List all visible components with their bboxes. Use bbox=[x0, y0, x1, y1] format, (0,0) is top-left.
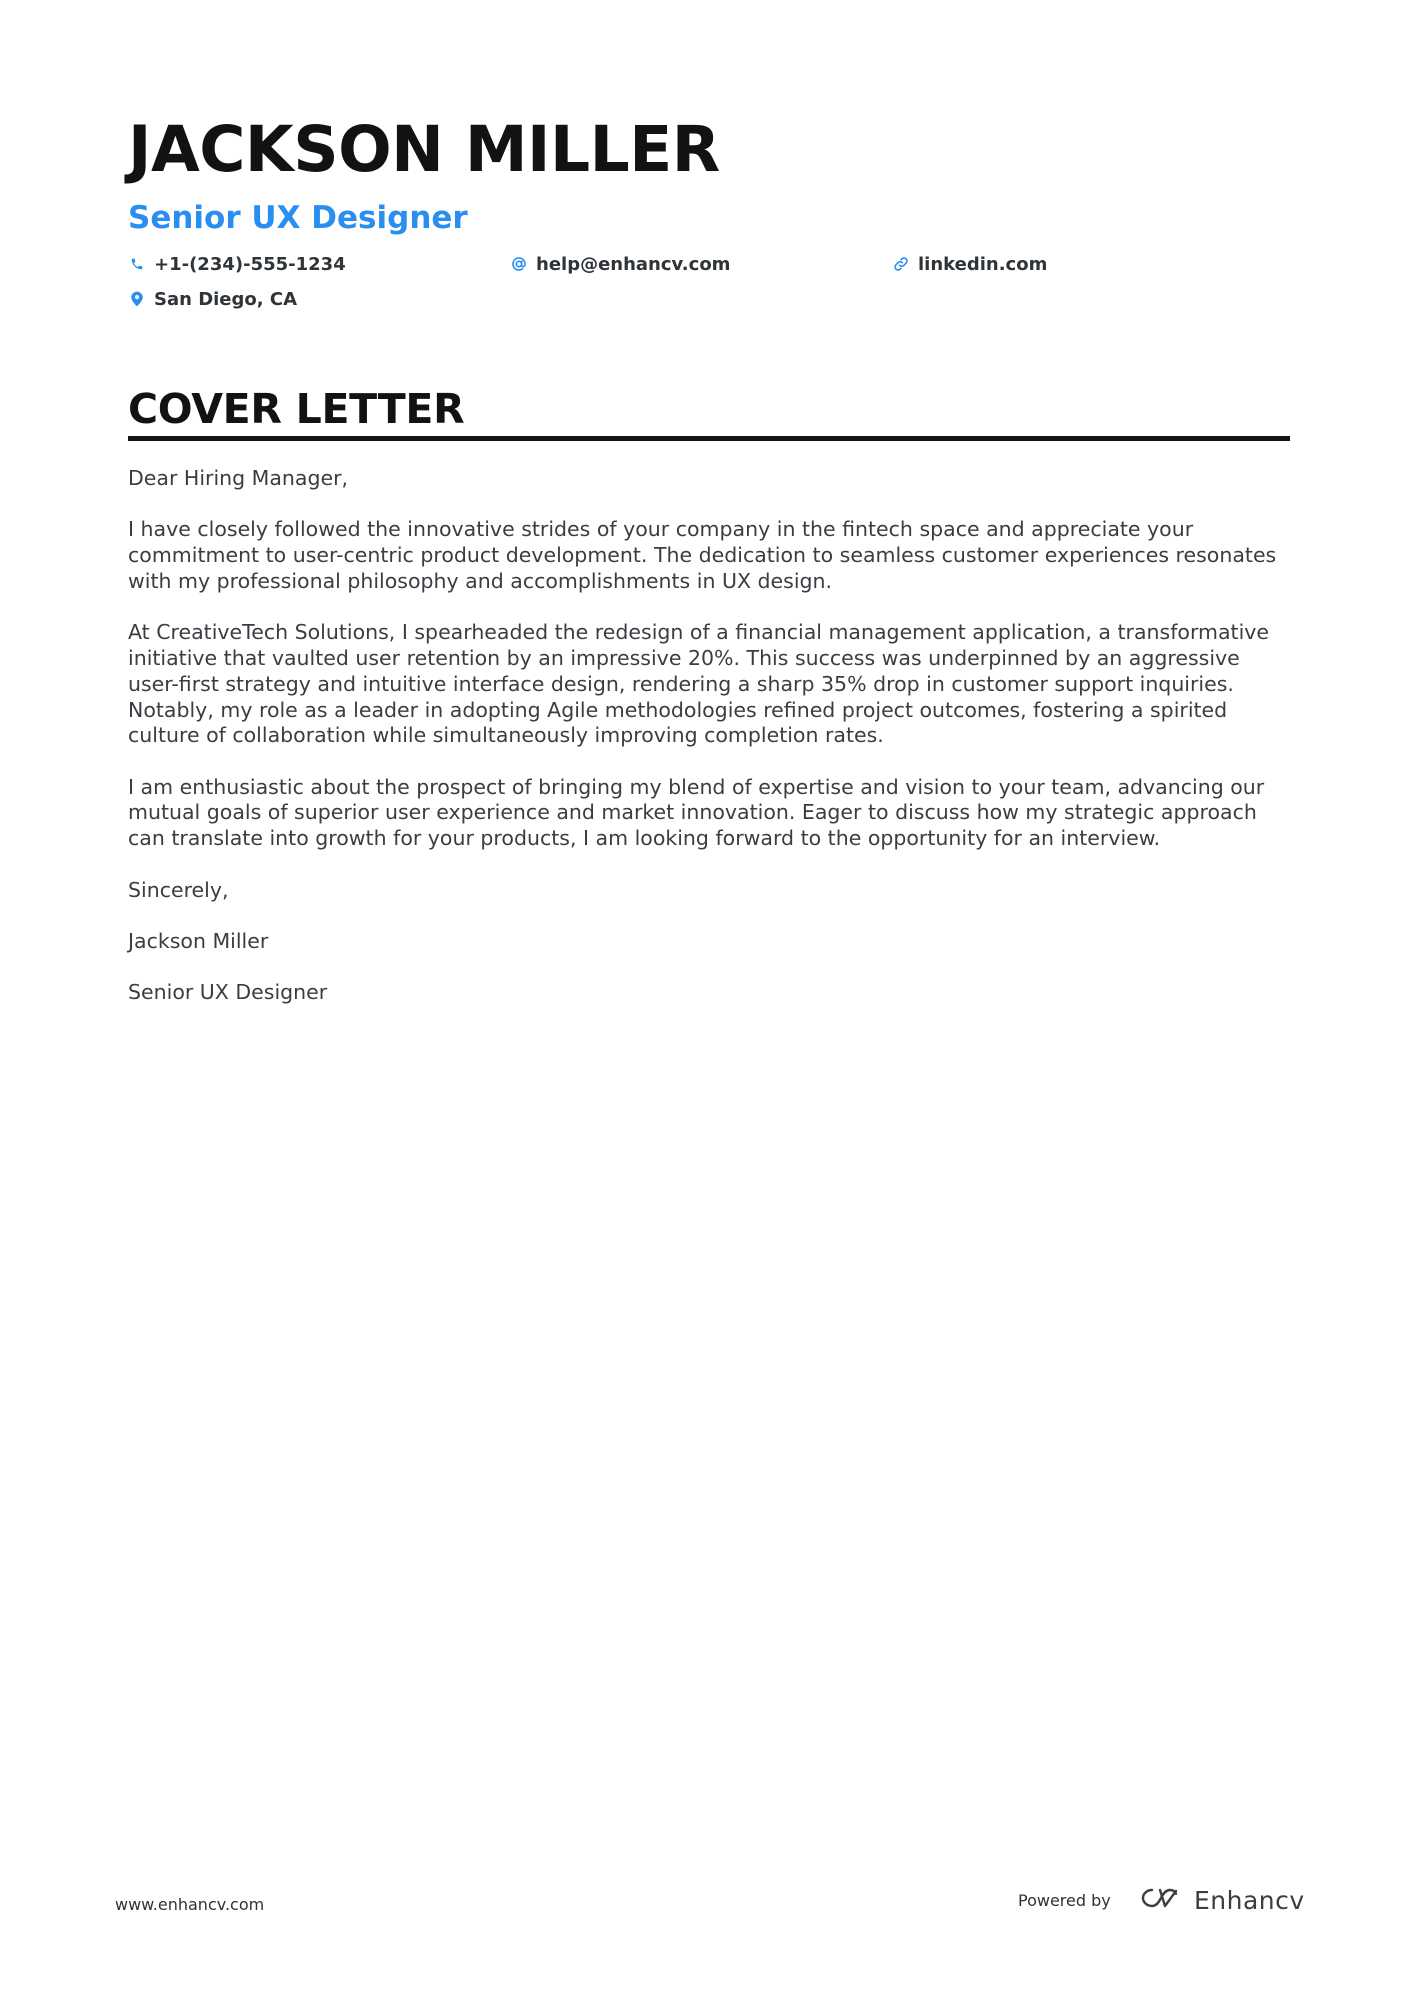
letter-paragraph: I have closely followed the innovative strides of your company in the fintech space and appreciate your commitment to user-centric product development. The dedication to seamless customer experiences resonates with my professional philosophy and accomplishments in UX design. bbox=[128, 517, 1277, 593]
letter-closing: Sincerely, bbox=[128, 877, 229, 902]
candidate-name: JACKSON MILLER bbox=[128, 113, 720, 186]
link-icon bbox=[892, 255, 910, 273]
letter-body bbox=[128, 466, 1293, 1031]
contact-info bbox=[128, 250, 1288, 330]
letter-paragraph: I am enthusiastic about the prospect of bringing my blend of expertise and vision to your team, advancing our mutual goals of superior user experience and market innovation. Eager to discuss how my strategic approach can translate into growth for your products, I am looking forward to the opportunity for an interview. bbox=[128, 774, 1265, 851]
letter-paragraph: At CreativeTech Solutions, I spearheaded the redesign of a financial management application, a transformative initiative that vaulted user retention by an impressive 20%. This success was underpinned by an aggressive user-first strategy and intuitive interface design, rendering a sharp 35% drop in customer support inquiries. Notably, my role as a leader in adopting Agile methodologies refined project outcomes, fostering a spirited culture of collaboration while simultaneously improving completion rates. bbox=[128, 620, 1270, 748]
footer-url[interactable]: www.enhancv.com bbox=[115, 1895, 265, 1914]
link-text: linkedin.com bbox=[918, 253, 1048, 275]
enhancv-logo-icon bbox=[1138, 1885, 1184, 1916]
at-icon bbox=[510, 255, 528, 273]
powered-by-label: Powered by bbox=[1018, 1891, 1111, 1910]
brand-logo[interactable] bbox=[1138, 1880, 1305, 1920]
candidate-title: Senior UX Designer bbox=[128, 200, 468, 236]
phone-text: +1-(234)-555-1234 bbox=[154, 253, 346, 275]
contact-email[interactable] bbox=[510, 250, 730, 278]
contact-phone[interactable] bbox=[128, 250, 346, 278]
header bbox=[128, 112, 1288, 330]
location-text: San Diego, CA bbox=[154, 288, 298, 310]
section-title: COVER LETTER bbox=[128, 385, 465, 433]
section-divider bbox=[128, 436, 1290, 441]
location-pin-icon bbox=[128, 290, 146, 308]
letter-greeting: Dear Hiring Manager, bbox=[128, 466, 349, 490]
signature-name: Jackson Miller bbox=[128, 928, 269, 953]
email-text: help@enhancv.com bbox=[536, 253, 731, 275]
contact-location bbox=[128, 285, 297, 313]
contact-link[interactable] bbox=[892, 250, 1047, 278]
signature-title: Senior UX Designer bbox=[128, 980, 328, 1005]
brand-name: Enhancv bbox=[1194, 1885, 1305, 1915]
phone-icon bbox=[128, 255, 146, 273]
